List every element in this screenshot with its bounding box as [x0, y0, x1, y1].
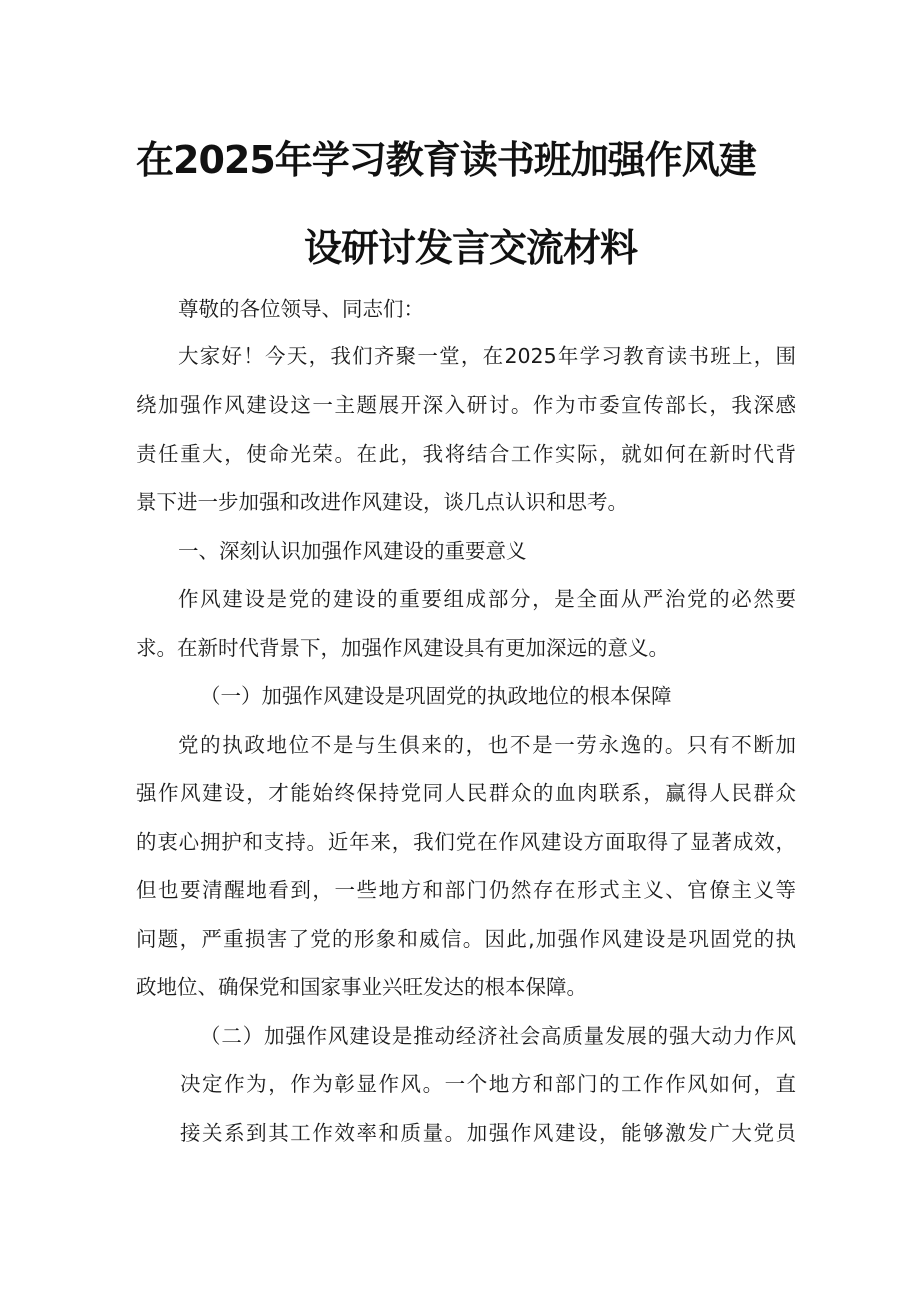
paragraph-line: 大家好！今天，我们齐聚一堂，在2025年学习教育读书班上，围	[178, 344, 796, 368]
subsection-heading-1: （一）加强作风建设是巩固党的执政地位的根本保障	[200, 684, 672, 708]
document-title-line-2: 设研讨发言交流材料	[304, 226, 638, 270]
paragraph-line: 接关系到其工作效率和质量。加强作风建设，能够激发广大党员	[180, 1121, 796, 1145]
paragraph-line: 景下进一步加强和改进作风建设，谈几点认识和思考。	[136, 490, 628, 514]
paragraph-line: 问题，严重损害了党的形象和威信。因此,加强作风建设是巩固党的执	[136, 927, 796, 951]
paragraph-line: 绕加强作风建设这一主题展开深入研讨。作为市委宣传部长，我深感	[136, 393, 796, 417]
paragraph-line: 决定作为，作为彰显作风。一个地方和部门的工作作风如何，直	[180, 1072, 796, 1096]
document-title-line-1: 在2025年学习教育读书班加强作风建	[136, 138, 756, 182]
section-heading-1: 一、深刻认识加强作风建设的重要意义	[178, 539, 527, 563]
salutation: 尊敬的各位领导、同志们：	[178, 297, 424, 321]
paragraph-line: 但也要清醒地看到，一些地方和部门仍然存在形式主义、官僚主义等	[136, 878, 796, 902]
paragraph-line: 作风建设是党的建设的重要组成部分，是全面从严治党的必然要	[178, 587, 796, 611]
paragraph-line: 强作风建设，才能始终保持党同人民群众的血肉联系，赢得人民群众	[136, 781, 796, 805]
paragraph-line: 政地位、确保党和国家事业兴旺发达的根本保障。	[136, 975, 587, 999]
paragraph-line: 党的执政地位不是与生俱来的，也不是一劳永逸的。只有不断加	[178, 733, 796, 757]
paragraph-line: 求。在新时代背景下，加强作风建设具有更加深远的意义。	[136, 636, 669, 660]
paragraph-line: 的衷心拥护和支持。近年来，我们党在作风建设方面取得了显著成效，	[136, 830, 796, 854]
paragraph-line: 责任重大，使命光荣。在此，我将结合工作实际，就如何在新时代背	[136, 442, 796, 466]
subsection-heading-2: （二）加强作风建设是推动经济社会高质量发展的强大动力作风	[200, 1024, 796, 1048]
